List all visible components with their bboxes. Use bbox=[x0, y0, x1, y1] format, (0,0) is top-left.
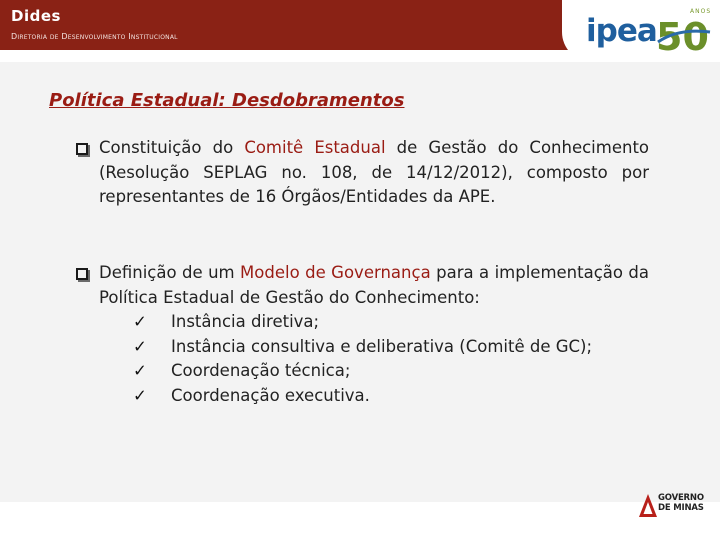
bullet-comite-post: de Gestão do Conhecimento (Resolução SEPLAG no. 108, de 14/12/2012), composto por representantes de 16 Órgãos/Entidades da APE. bbox=[99, 138, 650, 206]
check-item-label: Instância consultiva e deliberativa (Comitê de GC); bbox=[171, 336, 593, 356]
modelo-highlight: Modelo de Governança bbox=[240, 263, 431, 282]
checkmark-icon: ✓ bbox=[133, 336, 147, 356]
square-bullet-icon bbox=[76, 143, 88, 155]
check-item bbox=[76, 335, 649, 360]
bullet-comite bbox=[76, 136, 649, 210]
comite-highlight: Comitê Estadual bbox=[244, 138, 386, 157]
check-item-label: Coordenação técnica; bbox=[171, 361, 351, 380]
gov-logo-line2: DE MINAS bbox=[658, 502, 704, 513]
bullet-modelo-pre: Definição de um bbox=[99, 263, 241, 282]
ipea-logo: ipea bbox=[586, 13, 657, 49]
check-item bbox=[76, 359, 649, 384]
dides-logo: Dides bbox=[11, 7, 61, 25]
fifty-number: 50 bbox=[656, 15, 709, 56]
governo-minas-triangle-icon bbox=[638, 493, 658, 519]
fifty-anniversary-logo bbox=[654, 12, 716, 56]
checkmark-icon: ✓ bbox=[133, 361, 147, 380]
bullet-modelo-post: para a implementação da Política Estadual de Gestão do Conhecimento: bbox=[99, 263, 650, 307]
checkmark-icon: ✓ bbox=[133, 385, 147, 405]
check-item-label: Coordenação executiva. bbox=[171, 385, 370, 405]
anos-label: ANOS bbox=[690, 8, 712, 15]
check-item bbox=[76, 310, 649, 335]
org-subtitle: Diretoria de Desenvolvimento Institucional bbox=[11, 32, 178, 41]
checkmark-icon: ✓ bbox=[133, 312, 147, 331]
ipea-logo-panel bbox=[562, 0, 720, 62]
bullet-modelo-text bbox=[76, 261, 649, 310]
check-list bbox=[76, 310, 649, 408]
gov-logo-line1: GOVERNO bbox=[658, 493, 704, 503]
square-bullet-icon bbox=[76, 268, 88, 280]
bullet-modelo bbox=[76, 261, 649, 408]
bullet-comite-text bbox=[76, 136, 649, 210]
page-title: Política Estadual: Desdobramentos bbox=[49, 90, 405, 111]
governo-minas-logo bbox=[658, 494, 718, 513]
check-item-label: Instância diretiva; bbox=[171, 312, 320, 331]
check-item bbox=[76, 384, 649, 409]
bullet-comite-pre: Constituição do bbox=[99, 138, 245, 157]
